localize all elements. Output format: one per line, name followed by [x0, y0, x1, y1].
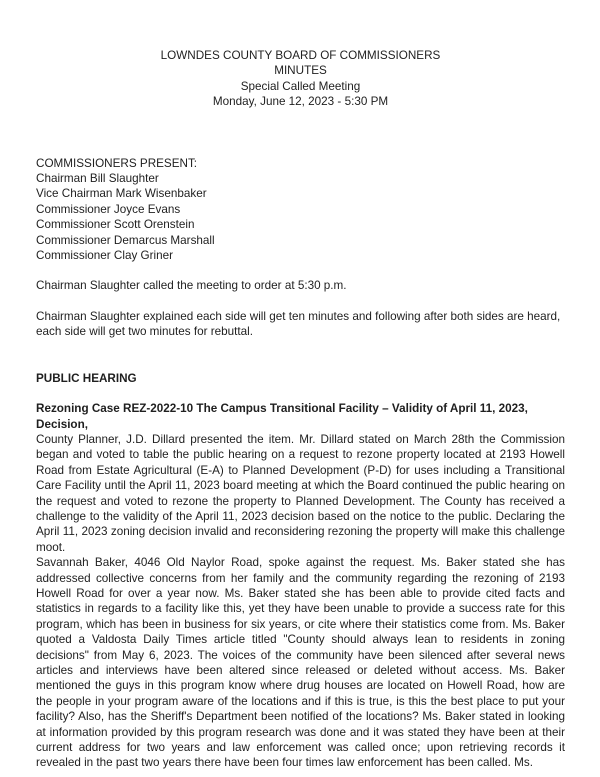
rebuttal-rules-paragraph: Chairman Slaughter explained each side will get ten minutes and following after both sides are heard, each side will get two minutes for rebuttal. [36, 309, 561, 339]
case-presentation-paragraph: County Planner, J.D. Dillard presented the item. Mr. Dillard stated on March 28th the Commission began and voted to table the public hearing on a request to rezone property located at 2193 Howell Road from Estate Agricultural (E-A) to Planned Development (P-D) for uses including a Transitional Care Facility until the April 11, 2023 board meeting at which the Board continued the public hearing on the request and voted to rezone the property to Planned Development. The County has received a challenge to the validity of the April 11, 2023 decision based on the notice to the public. Declaring the April 11, 2023 zoning decision invalid and reconsidering rezoning the property will make this challenge moot. [36, 432, 565, 554]
public-hearing-heading: PUBLIC HEARING [36, 371, 137, 385]
commissioners-present-section [36, 156, 565, 264]
document-header [36, 48, 565, 110]
call-to-order-paragraph: Chairman Slaughter called the meeting to order at 5:30 p.m. [36, 279, 347, 293]
public-comment-paragraph: Savannah Baker, 4046 Old Naylor Road, spoke against the request. Ms. Baker stated she has addressed collective concerns from her family and the community regarding the rezoning of 2193 Howell Road for over a year now. Ms. Baker stated she has been able to provide cited facts and statistics in regards to a facility like this, yet they have been unable to provide a success rate for this program, which has been in business for six years, or cite where their statistics come from. Ms. Baker quoted a Valdosta Daily Times article titled "County should always lean to residents in zoning decisions" from May 6, 2023. The voices of the community have been silenced after several news articles and interviews have been altered since released or deleted without access. Ms. Baker mentioned the guys in this program know where drug houses are located on Howell Road, how are the people in your program aware of the locations and if this is true, is this the best place to put your facility? Also, has the Sheriff's Department been notified of the locations? Ms. Baker stated in looking at information provided by this program research was done and it was stated they have been at their current address for two years and law enforcement was called once; upon retrieving records it revealed in the past two years there have been four times law enforcement has been called. Ms. [36, 556, 565, 770]
meeting-type: Special Called Meeting [240, 79, 361, 93]
rezoning-case-title: Rezoning Case REZ-2022-10 The Campus Transitional Facility – Validity of April 11, 2023, Decision, [36, 402, 528, 431]
document-title: LOWNDES COUNTY BOARD OF COMMISSIONERS [160, 49, 441, 62]
attendee-commissioner-evans: Commissioner Joyce Evans [36, 202, 181, 216]
attendee-chairman: Chairman Bill Slaughter [36, 172, 159, 186]
attendance-heading: COMMISSIONERS PRESENT: [36, 156, 198, 170]
attendee-commissioner-orenstein: Commissioner Scott Orenstein [36, 218, 195, 232]
attendee-vice-chairman: Vice Chairman Mark Wisenbaker [36, 187, 207, 201]
attendee-commissioner-griner: Commissioner Clay Griner [36, 249, 174, 263]
attendee-commissioner-marshall: Commissioner Demarcus Marshall [36, 233, 215, 247]
document-subtitle: MINUTES [274, 64, 327, 78]
meeting-datetime: Monday, June 12, 2023 - 5:30 PM [212, 95, 389, 109]
